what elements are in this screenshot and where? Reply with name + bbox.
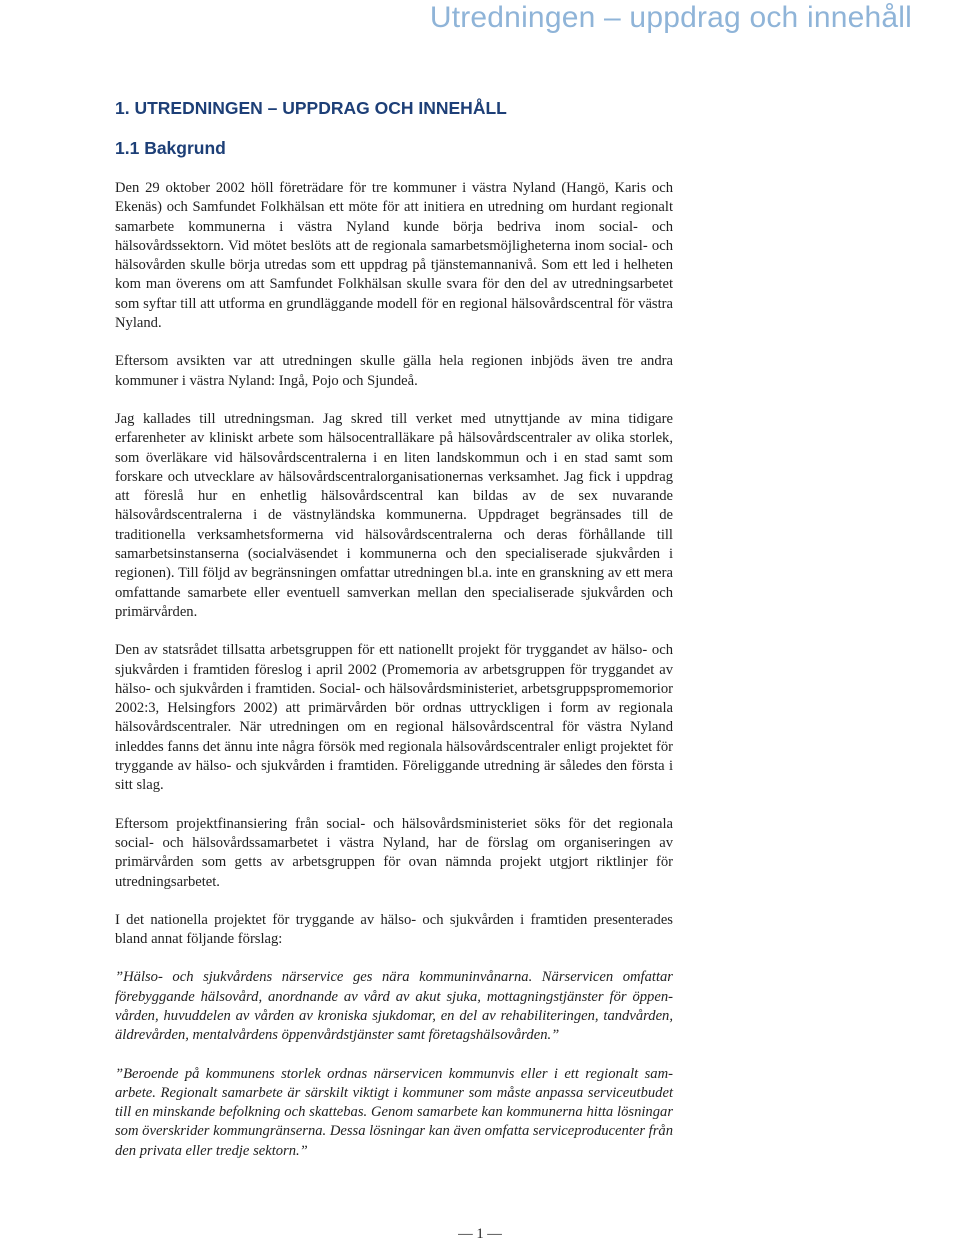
paragraph-2: Eftersom avsikten var att utredningen skulle gälla hela regionen inbjöds även tre andra kommuner i västra Nyland: Ingå, Pojo och Sjundeå. xyxy=(115,353,673,389)
page-number: — 1 — xyxy=(458,1226,502,1242)
page-content xyxy=(115,96,673,1161)
paragraph-6: I det nationella projektet för tryggande av hälso- och sjukvården i framtiden presenterades bland annat följande förslag: xyxy=(115,911,673,948)
quote-2: ”Beroende på kommunens storlek ordnas närservicen kommunvis eller i ett regionalt samarbete. Regionalt samarbete är särskilt viktigt i kommuner som måste anpassa serviceutbudet till en minskande befolkning och skattebas. Genom samarbete kan kommunerna hitta lösningar som överskrider kommungränserna. Dessa lösningar kan även omfatta serviceproducenter från den privata eller tredje sektorn.” xyxy=(115,1065,673,1159)
paragraph-1: Den 29 oktober 2002 höll företrädare för tre kommuner i västra Nyland (Hangö, Karis och Ekenäs) och Samfundet Folkhälsan ett möte för att initiera en utredning om hurdant regionalt samarbete kommunerna i västra Nyland kunde börja bedriva inom social- och hälsovårdssektorn. Vid mötet beslöts att de regionala samarbetsmöjligheterna inom social- och hälsovården skulle börja utredas som ett uppdrag på tjänstemannanivå. Som ett led i helheten kom man överens om att Samfundet Folkhälsan skulle svara för den del av utredningsarbetet som syftar till att utforma en grundläggande modell för en regional hälsovårdscentral för västra Nyland. xyxy=(115,180,673,332)
running-head: Utredningen – uppdrag och innehåll xyxy=(429,1,912,34)
paragraph-3: Jag kallades till utredningsman. Jag skred till verket med utnyttjande av mina tidigare erfarenheter av kliniskt arbete som hälsocentralläkare på hälsovårdscentraler av olika storlek, som överläkare vid hälsovårdscentralerna i en liten landskommun och i en stad samt som forskare och utvecklare av hälsovårdscentralorganisationernas verksamhet. Jag fick i uppdrag att föreslå hur en enhetlig hälsovårdscentral kan bildas av de sex nuvarande hälsovårdscentralerna i de västnyländska kommunerna. Uppdraget begränsades till de traditionella verksamhetsformerna vid hälsovårdscentralerna och deras förhållande till samarbetsinstanserna (socialväsendet i kommunerna och den specialiserade sjukvården i regionen). Till följd av begränsningen omfattar utredningen bl.a. inte en granskning av ett mera omfattande samarbete eller eventuell samverkan mellan den specialiserade sjukvården och primärvården. xyxy=(115,410,673,620)
quote-1: ”Hälso- och sjukvårdens närservice ges nära kommuninvånarna. Närservicen omfattar förebyggande hälsovård, anordnande av vård av akut sjuka, mottagningstjänster för öppenvården, huvuddelen av vården av kroniska sjukdomar, en del av rehabiliteringen, tandvården, äldrevården, mentalvårdens öppenvårdstjänster samt företagshälsovården.” xyxy=(115,969,673,1044)
paragraph-4: Den av statsrådet tillsatta arbetsgruppen för ett nationellt projekt för tryggandet av hälso- och sjukvården i framtiden föreslog i april 2002 (Promemoria av arbetsgruppen för tryggandet av hälso- och sjukvården i framtiden. Social- och hälsovårdsministeriet, arbetsgruppspromemorior 2002:3, Helsingfors 2002) att primärvården bör ordnas uttryckligen i form av regionala hälsovårdscentraler. När utredningen om en regional hälsovårdscentral för västra Nyland inleddes fanns det ännu inte några försök med regionala hälsovårdscentraler enligt projektet för tryggande av hälso- och sjukvården i framtiden. Föreliggande utredning är således den första i sitt slag. xyxy=(115,642,673,794)
section-heading: 1.1 Bakgrund xyxy=(115,138,226,158)
paragraph-5: Eftersom projektfinansiering från social- och hälsovårdsministeriet söks för det regionala social- och hälsovårdssamarbetet i västra Nyland, har de förslag om organiseringen av primärvården som getts av arbetsgruppen för ovan nämnda projekt utgjort riktlinjer för utredningsarbetet. xyxy=(115,815,673,890)
chapter-heading: 1. UTREDNINGEN – UPPDRAG OCH INNEHÅLL xyxy=(115,98,507,118)
